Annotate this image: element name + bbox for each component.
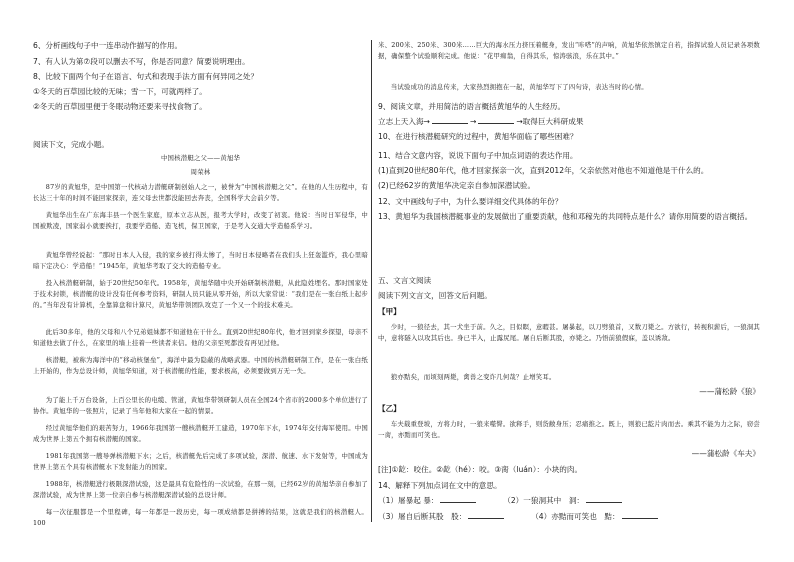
annotation-note: [注]①龁：咬住。②龁（hé）：咬。③脔（luán）：小块的肉。	[378, 465, 583, 474]
answer-blank[interactable]	[478, 116, 514, 124]
article-paragraph-3: 黄旭华曾经说起：“那时日本人入侵，我的家乡被打得太惨了，当时日本侵略者在我们头上狂轰滥炸，我心里暗暗下定决心：学造船！”1945年，黄旭华考取了交大的造船专业。	[33, 251, 368, 271]
section-5-heading: 五、文言文阅读	[378, 276, 432, 285]
article-paragraph-1: 87岁的黄旭华，是中国第一代核动力潜艇研制创始人之一，被誉为“中国核潜艇之父”。在他的人生历程中，有长达三十年的时间不能回家探亲，连父母去世都没能回去奔丧，全国科学大会前夕等。	[33, 183, 368, 203]
question-12: 12、文中画线句子中，为什么要详细交代具体的年份？	[378, 197, 563, 206]
passage-jia-text: 少时，一狼径去，其一犬坐于前。久之，目似瞑，意暇甚。屠暴起，以刀劈狼首，又数刀毙之。方欲行，转视积薪后，一狼洞其中，意将隧入以攻其后也。身已半入，止露尻尾。屠自后断其股，亦毙之。乃悟前狼假寐，盖以诱敌。	[378, 323, 760, 343]
article-paragraph-11: 每一次征服都是一个里程碑，每一年都是一段历史，每一项成绩都是拼搏的结果，这就是我们的核潜艇人。100	[33, 508, 368, 528]
passage-yi-text: 车夫载重登坡，方将力时，一狼来噬臀。欲释手，则货敝身压；忍痛推之。既上，则狼已龁片肉而去。乘其不能为力之际，窃尝一脔，亦黠而可笑也。	[378, 420, 760, 440]
question-14-item-2: （2）一狼洞其中 洞：	[503, 496, 585, 505]
article-paragraph-2: 黄旭华出生在广东海丰县一个医生家庭，原本立志从医，报考大学时，改变了初衷。他说：当时日军侵华，中国被欺凌，国家弱小就要挨打，我要学造船、造飞机，保卫国家，于是考入交通大学造船系学习。	[33, 211, 368, 231]
question-9-fill	[378, 116, 760, 127]
question-9-fill-prefix: 立志上天入海→	[378, 117, 430, 126]
article-continuation-1: 米、200米、250米、300米……巨大的海水压力挤压着艇身，发出“咔嗒”的声响，黄旭华依然镇定自若，指挥试验人员记录各项数据，确保整个试验顺利完成。他说：“花甲痴翁，自得其乐，惊涛骇浪，乐在其中。”	[378, 41, 760, 61]
question-14-item-1: （1）屠暴起 暴：	[378, 496, 439, 505]
question-9-fill-suffix: →取得巨大科研成果	[516, 117, 584, 126]
passage-yi-label: 【乙】	[378, 404, 401, 413]
answer-blank[interactable]	[432, 116, 468, 124]
question-9-fill-mid: →	[469, 117, 477, 126]
passage-jia-source: ——蒲松龄《狼》	[699, 387, 760, 396]
article-paragraph-9: 1981年我国第一艘导弹核潜艇下水；之后，核潜艇先后完成了多项试验，深潜、航速、水下发射等，中国成为世界上第五个具有核潜艇水下发射能力的国家。	[33, 452, 368, 472]
question-11: 11、结合文意内容，说说下面句子中加点词语的表达作用。	[378, 151, 578, 160]
answer-blank[interactable]	[440, 495, 476, 503]
question-8: 8、比较下面两个句子在语言、句式和表现手法方面有何异同之处？	[33, 72, 259, 81]
passage-jia-label: 【甲】	[378, 307, 401, 316]
question-14-row-1	[378, 495, 760, 506]
question-13: 13、黄旭华为我国核潜艇事业的发展做出了重要贡献，他和邓稼先的共同特点是什么？请你用简要的语言概括。	[378, 212, 753, 221]
answer-blank[interactable]	[622, 511, 658, 519]
question-9: 9、阅读文章，并用简洁的语言概括黄旭华的人生经历。	[378, 102, 566, 111]
answer-blank[interactable]	[468, 511, 504, 519]
reading-intro: 阅读下文，完成小题。	[33, 140, 109, 149]
question-14-item-4: （4）亦黠而可笑也 黠：	[531, 512, 620, 521]
article-paragraph-4: 投入核潜艇研制，始于20世纪50年代。1958年，黄旭华随中央开始研制核潜艇，从此隐姓埋名。那时国家处于技术封锁，核潜艇的设计没有任何参考资料，研制人员只能从零开始，所以大家常说：“我们是在一张白纸上起步的。”当年没有计算机，全靠算盘和计算尺，黄旭华带领团队攻克了一个又一个的技术难关。	[33, 279, 368, 310]
article-paragraph-7: 为了能上千万台设备，上百公里长的电缆、管道，黄旭华带领研制人员在全国24个省市的2000多个单位进行了协作。黄旭华的一张照片，记录了当年他和大家在一起的情景。	[33, 396, 368, 416]
question-14-item-3: （3）屠自后断其股 股：	[378, 512, 467, 521]
passage-jia-text-2: 狼亦黠矣，而顷刻两毙，禽兽之变诈几何哉？止增笑耳。	[390, 373, 556, 381]
question-11-sentence-1: (1)直到20世纪80年代，他才回家探亲一次，直到2012年，父亲依然对他也不知道他是干什么的。	[378, 166, 709, 175]
article-paragraph-8: 经过黄旭华他们的艰苦努力，1966年我国第一艘核潜艇开工建造，1970年下水，1974年交付海军使用。中国成为世界上第五个拥有核潜艇的国家。	[33, 424, 368, 444]
question-8-sentence-2: ②冬天的百草园里便于冬眠动物还要来寻找食物了。	[33, 102, 207, 111]
article-paragraph-10: 1988年，核潜艇进行极限深潜试验，这是最具有危险性的一次试验，在那一刻，已经62岁的黄旭华亲自参加了深潜试验，成为世界上第一位亲自参与核潜艇深潜试验的总设计师。	[33, 480, 368, 500]
question-14-row-2	[378, 511, 760, 522]
section-5-intro: 阅读下列文言文，回答文后问题。	[378, 291, 492, 300]
passage-yi-source: ——蒲松龄《车夫》	[691, 449, 760, 458]
answer-blank[interactable]	[586, 495, 622, 503]
article-paragraph-6: 核潜艇，被称为海洋中的“移动核堡垒”，海洋中最为隐蔽的战略武器。中国的核潜艇研制工作，是在一张白纸上开始的，作为总设计师，黄旭华知道，对于核潜艇的性能，要求极高，必须要做到万无一失。	[33, 356, 368, 376]
article-title: 中国核潜艇之父——黄旭华	[160, 154, 241, 162]
question-7: 7、有人认为第⑦段可以删去不写，你是否同意？简要说明理由。	[33, 57, 250, 66]
column-divider	[371, 40, 372, 522]
question-8-sentence-1: ①冬天的百草园比较的无味；雪一下，可就两样了。	[33, 87, 207, 96]
question-14: 14、解释下列加点词在文中的意思。	[378, 481, 502, 490]
article-continuation-2: 当试验成功的消息传来，大家热烈拥抱在一起，黄旭华写下了四句诗，表达当时的心情。	[390, 83, 648, 91]
article-paragraph-5: 此后30多年，他的父母和八个兄弟姐妹都不知道他在干什么。直到20世纪80年代，他才回到家乡探望，母亲不知道他去做了什么，在家里的墙上挂着一些读者来信。他的父亲至死都没有再见过他。	[33, 328, 368, 348]
question-10: 10、在进行核潜艇研究的过程中，黄旭华面临了哪些困难？	[378, 132, 578, 141]
question-11-sentence-2: (2)已经62岁的黄旭华决定亲自参加深潜试验。	[378, 181, 536, 190]
question-6: 6、分析画线句子中一连串动作描写的作用。	[33, 41, 183, 50]
article-author: 周荣林	[190, 168, 211, 176]
